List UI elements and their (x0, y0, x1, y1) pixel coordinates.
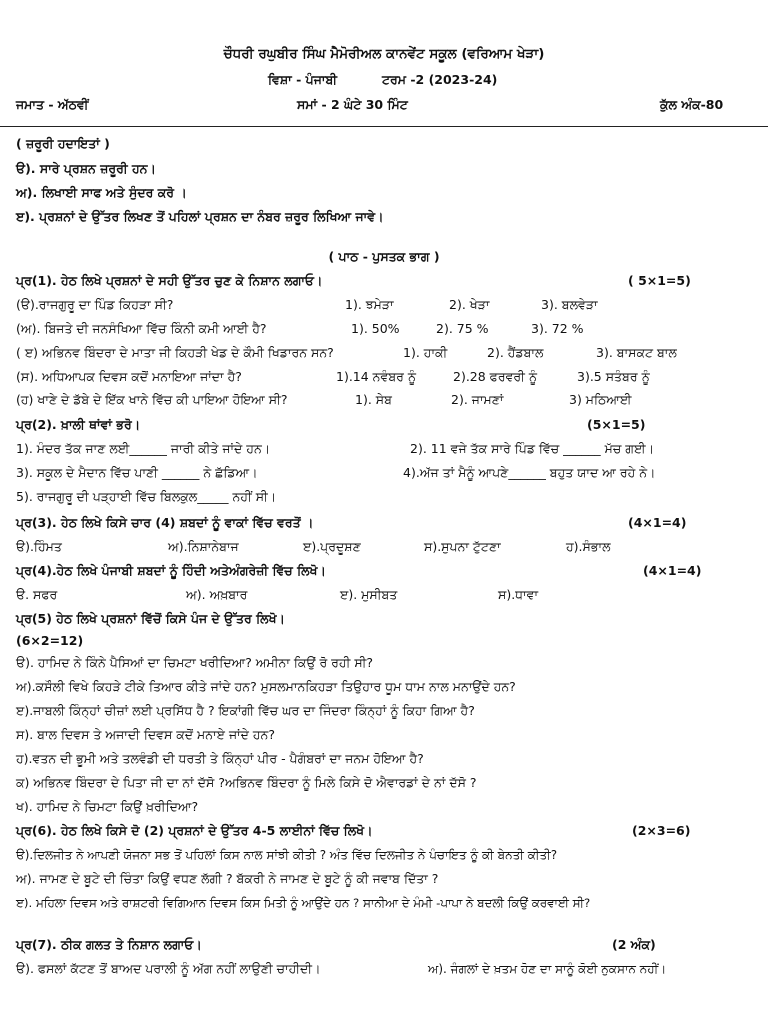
q2-blank-item: 2). 11 ਵਜੇ ਤੱਕ ਸਾਰੇ ਪਿੰਡ ਵਿੱਚ ______ ਮੱਚ ਗਈ। (410, 441, 654, 456)
total-marks: ਕੁੱਲ ਅੰਕ-80 (660, 97, 724, 112)
q1-question: (ਹ) ਖਾਣੇ ਦੇ ਡੱਬੇ ਦੇ ਇੱਕ ਖਾਨੇ ਵਿੱਚ ਕੀ ਪਾਇਆ ਹੋਇਆ ਸੀ? (16, 392, 288, 407)
q1-option: 2). 75 % (436, 321, 489, 336)
q1-option: 3). ਬਲਵੇੜਾ (541, 297, 598, 312)
q1-option: 3). 72 % (531, 321, 584, 336)
q1-question: ( ੲ) ਅਭਿਨਵ ਬਿੰਦਰਾ ਦੇ ਮਾਤਾ ਜੀ ਕਿਹੜੀ ਖੇਡ ਦੇ ਕੌਮੀ ਖਿਡਾਰਨ ਸਨ? (16, 345, 334, 360)
q2-blank-item: 5). ਰਾਜਗੁਰੂ ਦੀ ਪੜ੍ਹਾਈ ਵਿੱਚ ਬਿਲਕੁਲ_____ ਨਹੀਂ ਸੀ। (16, 489, 277, 504)
q6-question: ਅ). ਜਾਮਣ ਦੇ ਬੂਟੇ ਦੀ ਚਿੰਤਾ ਕਿਉਂ ਵਧਣ ਲੱਗੀ ? ਬੱਕਰੀ ਨੇ ਜਾਮਣ ਦੇ ਬੂਟੇ ਨੂੰ ਕੀ ਜਵਾਬ ਦਿੱਤਾ ? (16, 871, 439, 886)
q3-title: ਪ੍ਰ(3). ਹੇਠ ਲਿਖੇ ਕਿਸੇ ਚਾਰ (4) ਸ਼ਬਦਾਂ ਨੂੰ ਵਾਕਾਂ ਵਿੱਚ ਵਰਤੋਂ । (16, 515, 314, 530)
q5-question: ੳ). ਹਾਮਿਦ ਨੇ ਕਿੰਨੇ ਪੈਸਿਆਂ ਦਾ ਚਿਮਟਾ ਖਰੀਦਿਆ? ਅਮੀਨਾ ਕਿਉਂ ਰੋ ਰਹੀ ਸੀ? (16, 655, 374, 670)
q2-blank-item: 4).ਅੱਜ ਤਾਂ ਮੈਨੂੰ ਆਪਣੇ______ ਬਹੁਤ ਯਾਦ ਆ ਰਹੇ ਨੇ। (403, 465, 656, 480)
q1-question: (ਅ). ਬਿਜਤੇ ਦੀ ਜਨਸੰਖਿਆ ਵਿੱਚ ਕਿੰਨੀ ਕਮੀ ਆਈ ਹੈ? (16, 321, 267, 336)
q7-statement: ਅ). ਜੰਗਲਾਂ ਦੇ ਖ਼ਤਮ ਹੋਣ ਦਾ ਸਾਨੂੰ ਕੋਈ ਨੁਕਸਾਨ ਨਹੀਂ। (428, 962, 667, 976)
q1-option: 3).5 ਸਤੰਬਰ ਨੂੰ (577, 369, 650, 384)
q4-word: ੲ). ਮੁਸੀਬਤ (340, 587, 398, 602)
term: ਟਰਮ -2 (2023-24) (382, 72, 498, 87)
q5-question: ਹ).ਵਤਨ ਦੀ ਭੂਮੀ ਅਤੇ ਤਲਵੰਡੀ ਦੀ ਧਰਤੀ ਤੇ ਕਿੰਨ੍ਹਾਂ ਪੀਰ - ਪੈਗੰਬਰਾਂ ਦਾ ਜਨਮ ਹੋਇਆ ਹੈ? (16, 751, 424, 766)
q1-question: (ਸ). ਅਧਿਆਪਕ ਦਿਵਸ ਕਦੋਂ ਮਨਾਇਆ ਜਾਂਦਾ ਹੈ? (16, 369, 242, 384)
q2-blank-item: 1). ਮੰਦਰ ਤੱਕ ਜਾਣ ਲਈ______ ਜਾਰੀ ਕੀਤੇ ਜਾਂਦੇ ਹਨ। (16, 441, 271, 456)
school-name: ਚੌਧਰੀ ਰਘੁਬੀਰ ਸਿੰਘ ਮੈਮੋਰੀਅਲ ਕਾਨਵੇਂਟ ਸਕੂਲ (ਵਰਿਆਮ ਖੇੜਾ) (223, 46, 545, 62)
q2-title: ਪ੍ਰ(2). ਖ਼ਾਲੀ ਥਾਂਵਾਂ ਭਰੋ। (16, 417, 141, 432)
q3-word: ੳ).ਹਿੰਮਤ (16, 539, 62, 554)
q6-question: ੲ). ਮਹਿਲਾ ਦਿਵਸ ਅਤੇ ਰਾਸ਼ਟਰੀ ਵਿਗਿਆਨ ਦਿਵਸ ਕਿਸ ਮਿਤੀ ਨੂੰ ਆਉਂਦੇ ਹਨ ? ਸਾਨੀਆ ਦੇ ਮੰਮੀ -ਪਾਪਾ ਨੇ ਬਦਲੀ ਕਿਉਂ ਕਰਵਾਈ ਸੀ? (16, 896, 591, 910)
q7-title: ਪ੍ਰ(7). ਠੀਕ ਗਲਤ ਤੇ ਨਿਸ਼ਾਨ ਲਗਾਓ। (16, 937, 202, 952)
q3-word: ਸ).ਸੁਪਨਾ ਟੁੱਟਣਾ (424, 539, 501, 554)
q4-title: ਪ੍ਰ(4).ਹੇਠ ਲਿਖੇ ਪੰਜਾਬੀ ਸ਼ਬਦਾਂ ਨੂੰ ਹਿੰਦੀ ਅਤੇਅੰਗਰੇਜ਼ੀ ਵਿੱਚ ਲਿਖੋ। (16, 563, 326, 578)
q4-word: ਸ).ਧਾਵਾ (498, 587, 539, 602)
q1-title: ਪ੍ਰ(1). ਹੇਠ ਲਿਖੇ ਪ੍ਰਸ਼ਨਾਂ ਦੇ ਸਹੀ ਉੱਤਰ ਚੁਣ ਕੇ ਨਿਸ਼ਾਨ ਲਗਾਓ। (16, 273, 323, 288)
q7-statement: ੳ). ਫਸਲਾਂ ਕੱਟਣ ਤੋਂ ਬਾਅਦ ਪਰਾਲੀ ਨੂੰ ਅੱਗ ਨਹੀਂ ਲਾਉਣੀ ਚਾਹੀਦੀ। (16, 961, 321, 976)
q5-question: ੲ).ਜਾਬਲੀ ਕਿੰਨ੍ਹਾਂ ਚੀਜ਼ਾਂ ਲਈ ਪ੍ਰਸਿੱਧ ਹੈ ? ਇਕਾਂਗੀ ਵਿੱਚ ਘਰ ਦਾ ਜਿੰਦਰਾ ਕਿੰਨ੍ਹਾਂ ਨੂੰ ਕਿਹਾ ਗਿਆ ਹੈ? (16, 703, 475, 718)
q5-question: ਸ). ਬਾਲ ਦਿਵਸ ਤੇ ਅਜਾਦੀ ਦਿਵਸ ਕਦੋਂ ਮਨਾਏ ਜਾਂਦੇ ਹਨ? (16, 727, 276, 742)
q6-marks: (2×3=6) (632, 823, 691, 838)
q2-blank-item: 3). ਸਕੂਲ ਦੇ ਮੈਦਾਨ ਵਿੱਚ ਪਾਣੀ ______ ਨੇ ਛੱਡਿਆ। (16, 465, 258, 480)
instruction-item: ੳ). ਸਾਰੇ ਪ੍ਰਸ਼ਨ ਜ਼ਰੂਰੀ ਹਨ। (16, 161, 156, 176)
class-label: ਜਮਾਤ - ਅੱਠਵੀਂ (16, 97, 89, 112)
instructions-title: ( ਜ਼ਰੂਰੀ ਹਦਾਇਤਾਂ ) (16, 136, 110, 151)
q1-option: 3) ਮਠਿਆਈ (569, 392, 632, 407)
q2-marks: (5×1=5) (587, 417, 646, 432)
q1-option: 2).28 ਫਰਵਰੀ ਨੂੰ (453, 369, 538, 384)
subject: ਵਿਸ਼ਾ - ਪੰਜਾਬੀ (268, 72, 338, 87)
q1-option: 1).14 ਨਵੰਬਰ ਨੂੰ (336, 369, 416, 384)
instruction-item: ੲ). ਪ੍ਰਸ਼ਨਾਂ ਦੇ ਉੱਤਰ ਲਿਖਣ ਤੋਂ ਪਹਿਲਾਂ ਪ੍ਰਸ਼ਨ ਦਾ ਨੰਬਰ ਜ਼ਰੂਰ ਲਿਖਿਆ ਜਾਵੇ। (16, 209, 384, 224)
q3-word: ਅ).ਨਿਸ਼ਾਨੇਬਾਜ (168, 539, 239, 554)
q3-marks: (4×1=4) (628, 515, 687, 530)
q5-question: ਅ).ਕਸੌਲੀ ਵਿਖੇ ਕਿਹੜੇ ਟੀਕੇ ਤਿਆਰ ਕੀਤੇ ਜਾਂਦੇ ਹਨ? ਮੁਸਲਮਾਨਕਿਹੜਾ ਤਿਉਹਾਰ ਧੂਮ ਧਾਮ ਨਾਲ ਮਨਾਉਂਦੇ ਹਨ? (16, 679, 516, 694)
q1-option: 2). ਖੇੜਾ (449, 297, 490, 312)
q1-option: 2). ਹੈਂਡਬਾਲ (487, 345, 544, 360)
q1-option: 1). ਹਾਕੀ (403, 345, 448, 360)
q5-question: ਕ) ਅਭਿਨਵ ਬਿੰਦਰਾ ਦੇ ਪਿਤਾ ਜੀ ਦਾ ਨਾਂ ਦੱਸੋ ?ਅਭਿਨਵ ਬਿੰਦਰਾ ਨੂੰ ਮਿਲੇ ਕਿਸੇ ਦੋ ਐਵਾਰਡਾਂ ਦੇ ਨਾਂ ਦੱਸੋ ? (16, 775, 477, 790)
q4-word: ੳ. ਸਫਰ (16, 587, 58, 602)
q1-marks: ( 5×1=5) (628, 273, 691, 288)
q1-option: 3). ਬਾਸਕਟ ਬਾਲ (596, 345, 677, 360)
header-divider (0, 126, 768, 127)
q1-option: 1). ਝਮੇੜਾ (345, 297, 394, 312)
q3-word: ੲ).ਪ੍ਰਦੂਸ਼ਣ (303, 539, 361, 554)
q1-question: (ੳ).ਰਾਜਗੁਰੂ ਦਾ ਪਿੰਡ ਕਿਹੜਾ ਸੀ? (16, 297, 174, 312)
q4-word: ਅ). ਅਖ਼ਬਾਰ (186, 587, 248, 602)
q1-option: 1). 50% (351, 321, 400, 336)
q4-marks: (4×1=4) (643, 563, 702, 578)
section-heading: ( ਪਾਠ - ਪੁਸਤਕ ਭਾਗ ) (328, 249, 440, 264)
q1-option: 2). ਜਾਮਣਾਂ (451, 392, 504, 407)
q5-marks: (6×2=12) (16, 633, 84, 648)
instruction-item: ਅ). ਲਿਖਾਈ ਸਾਫ ਅਤੇ ਸੁੰਦਰ ਕਰੋ । (16, 185, 187, 200)
q1-option: 1). ਸੇਬ (355, 392, 392, 407)
time-label: ਸਮਾਂ - 2 ਘੰਟੇ 30 ਮਿੰਟ (297, 97, 408, 112)
q5-question: ਖ). ਹਾਮਿਦ ਨੇ ਚਿਮਟਾ ਕਿਉਂ ਖ਼ਰੀਦਿਆ? (16, 799, 199, 814)
q6-title: ਪ੍ਰ(6). ਹੇਠ ਲਿਖੇ ਕਿਸੇ ਦੋ (2) ਪ੍ਰਸ਼ਨਾਂ ਦੇ ਉੱਤਰ 4-5 ਲਾਈਨਾਂ ਵਿੱਚ ਲਿਖੋ। (16, 823, 373, 838)
q6-question: ੳ).ਦਿਲਜੀਤ ਨੇ ਆਪਣੀ ਯੋਜਨਾ ਸਭ ਤੋਂ ਪਹਿਲਾਂ ਕਿਸ ਨਾਲ ਸਾਂਝੀ ਕੀਤੀ ? ਅੰਤ ਵਿੱਚ ਦਿਲਜੀਤ ਨੇ ਪੰਚਾਇਤ ਨੂੰ ਕੀ ਬੇਨਤੀ ਕੀਤੀ? (16, 848, 558, 862)
q5-title: ਪ੍ਰ(5) ਹੇਠ ਲਿਖੇ ਪ੍ਰਸ਼ਨਾਂ ਵਿੱਚੋਂ ਕਿਸੇ ਪੰਜ ਦੇ ਉੱਤਰ ਲਿਖੋ। (16, 611, 285, 626)
q7-marks: (2 ਅੰਕ) (612, 937, 656, 952)
q3-word: ਹ).ਸੰਭਾਲ (566, 539, 611, 554)
